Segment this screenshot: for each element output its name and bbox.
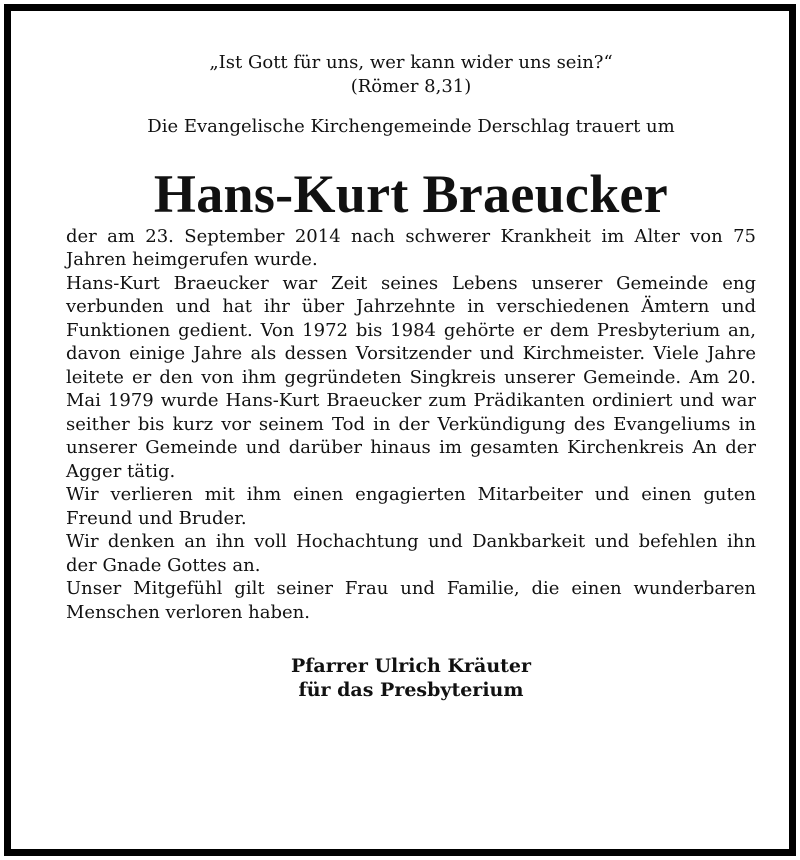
notice-frame	[4, 4, 796, 856]
notice-content	[66, 51, 756, 702]
signature-block	[66, 654, 756, 702]
paragraph-gratitude: Wir denken an ihn voll Hochachtung und Dankbarkeit und befehlen ihn der Gnade Gottes an.	[66, 531, 756, 576]
bible-quote: „Ist Gott für uns, wer kann wider uns sein?“	[209, 52, 613, 73]
deceased-name: Hans-Kurt Braeucker	[153, 163, 669, 224]
paragraph-death-date: der am 23. September 2014 nach schwerer Krankheit im Alter von 75 Jahren heimgerufen wurde.	[66, 225, 756, 270]
paragraph-biography: Hans-Kurt Braeucker war Zeit seines Lebens unserer Gemeinde eng verbunden und hat ihr über Jahrzehnte in verschiedenen Ämtern und Funktionen gedient. Von 1972 bis 1984 gehörte er dem Presbyterium an, davon einige Jahre als dessen Vorsitzender und Kirchmeister. Viele Jahre leitete er den von ihm gegründeten Singkreis unserer Gemeinde. Am 20. Mai 1979 wurde Hans-Kurt Braeucker zum Prädikanten ordiniert und war seither bis kurz vor seinem Tod in der Verkündigung des Evangeliums in unserer Gemeinde und darüber hinaus im gesamten Kirchenkreis An der Agger tätig.	[66, 272, 756, 482]
paragraph-condolence: Unser Mitgefühl gilt seiner Frau und Familie, die einen wunderbaren Menschen verloren haben.	[66, 578, 756, 623]
paragraph-loss: Wir verlieren mit ihm einen engagierten Mitarbeiter und einen guten Freund und Bruder.	[66, 484, 756, 529]
intro-line: Die Evangelische Kirchengemeinde Derschlag trauert um	[147, 116, 675, 137]
quote-reference: (Römer 8,31)	[350, 75, 472, 97]
signature-name: Pfarrer Ulrich Kräuter	[290, 655, 532, 677]
signature-role: für das Presbyterium	[298, 679, 524, 701]
